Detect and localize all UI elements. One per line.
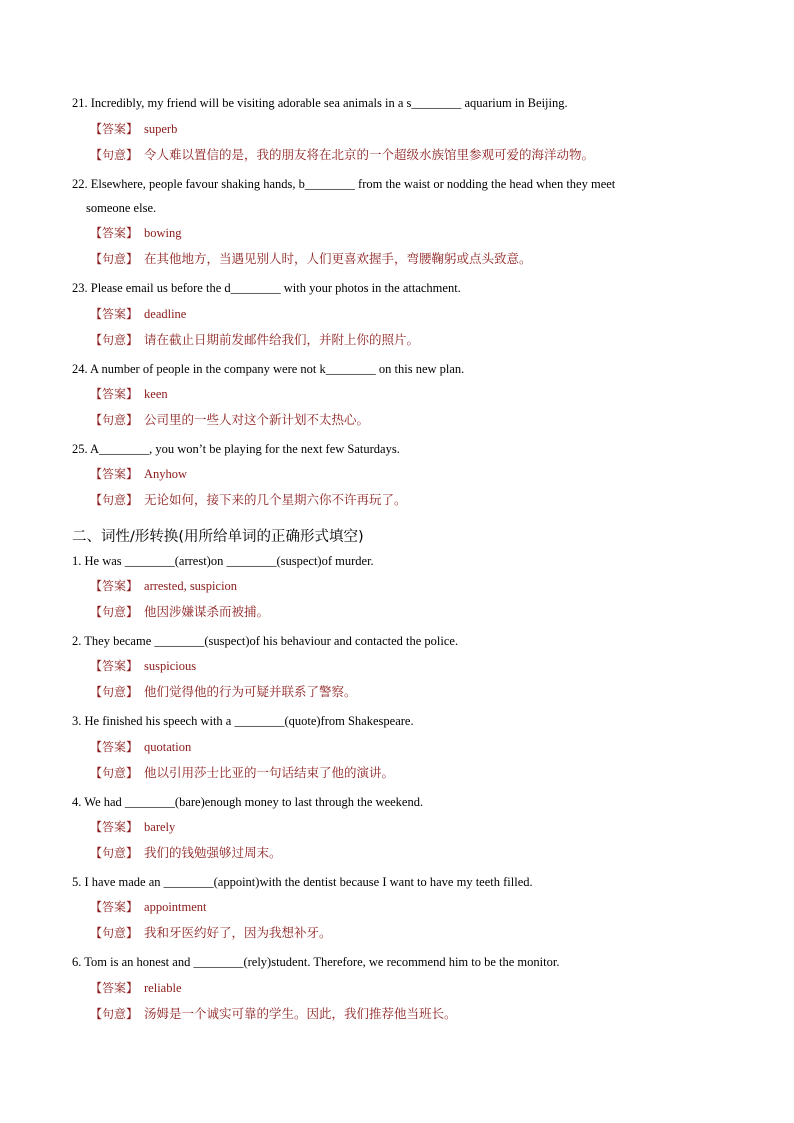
meaning-2-5 <box>90 925 332 941</box>
meaning-tag: 【句意】 <box>90 846 139 860</box>
answer-tag: 【答案】 <box>90 740 139 754</box>
answer-tag: 【答案】 <box>90 579 139 593</box>
question-2-1: 1. He was ________(arrest)on ________(suspect)of murder. <box>72 554 374 568</box>
answer-tag: 【答案】 <box>90 820 139 834</box>
meaning-value: 他们觉得他的行为可疑并联系了警察。 <box>144 684 357 699</box>
answer-tag: 【答案】 <box>90 981 139 995</box>
question-22-continued: someone else. <box>86 201 157 215</box>
meaning-value: 令人难以置信的是，我的朋友将在北京的一个超级水族馆里参观可爱的海洋动物。 <box>144 147 595 162</box>
answer-2-2 <box>90 658 196 674</box>
meaning-value: 汤姆是一个诚实可靠的学生。因此，我们推荐他当班长。 <box>144 1006 457 1021</box>
meaning-tag: 【句意】 <box>90 493 139 507</box>
answer-value: reliable <box>144 981 182 995</box>
meaning-tag: 【句意】 <box>90 148 139 162</box>
question-2-2: 2. They became ________(suspect)of his behaviour and contacted the police. <box>72 634 459 648</box>
meaning-2-2 <box>90 684 357 700</box>
section-title: 二、词性/形转换(用所给单词的正确形式填空) <box>72 529 364 545</box>
answer-tag: 【答案】 <box>90 900 139 914</box>
meaning-2-6 <box>90 1006 457 1022</box>
question-2-3: 3. He finished his speech with a ________(quote)from Shakespeare. <box>72 714 414 728</box>
answer-24 <box>90 386 168 402</box>
question-22: 22. Elsewhere, people favour shaking hands, b________ from the waist or nodding the head when they meet <box>72 177 616 191</box>
meaning-value: 我们的钱勉强够过周末。 <box>144 845 282 860</box>
question-2-4: 4. We had ________(bare)enough money to last through the weekend. <box>72 795 424 809</box>
meaning-2-1 <box>90 604 269 620</box>
meaning-value: 公司里的一些人对这个新计划不太热心。 <box>144 412 370 427</box>
meaning-2-4 <box>90 845 282 861</box>
answer-value: superb <box>144 122 178 136</box>
answer-value: arrested, suspicion <box>144 579 238 593</box>
meaning-21 <box>90 147 594 163</box>
meaning-tag: 【句意】 <box>90 413 139 427</box>
answer-tag: 【答案】 <box>90 307 139 321</box>
meaning-value: 他因涉嫌谋杀而被捕。 <box>144 604 270 619</box>
answer-2-4 <box>90 819 175 835</box>
meaning-2-3 <box>90 765 394 781</box>
question-21: 21. Incredibly, my friend will be visiting adorable sea animals in a s________ aquarium in Beijing. <box>72 96 568 110</box>
answer-tag: 【答案】 <box>90 467 139 481</box>
answer-value: barely <box>144 820 176 834</box>
answer-value: deadline <box>144 307 187 321</box>
answer-value: suspicious <box>144 659 197 673</box>
meaning-tag: 【句意】 <box>90 766 139 780</box>
question-2-6: 6. Tom is an honest and ________(rely)student. Therefore, we recommend him to be the monitor. <box>72 955 560 969</box>
meaning-24 <box>90 412 369 428</box>
meaning-25 <box>90 492 407 508</box>
answer-value: Anyhow <box>144 467 188 481</box>
answer-2-5 <box>90 899 207 915</box>
answer-tag: 【答案】 <box>90 387 139 401</box>
answer-tag: 【答案】 <box>90 226 139 240</box>
meaning-tag: 【句意】 <box>90 333 139 347</box>
meaning-tag: 【句意】 <box>90 605 139 619</box>
meaning-value: 我和牙医约好了，因为我想补牙。 <box>144 925 332 940</box>
meaning-tag: 【句意】 <box>90 926 139 940</box>
meaning-tag: 【句意】 <box>90 252 139 266</box>
meaning-tag: 【句意】 <box>90 1007 139 1021</box>
answer-2-6 <box>90 980 182 996</box>
answer-value: keen <box>144 387 168 401</box>
answer-value: quotation <box>144 740 192 754</box>
meaning-value: 请在截止日期前发邮件给我们，并附上你的照片。 <box>144 332 420 347</box>
answer-tag: 【答案】 <box>90 659 139 673</box>
answer-value: appointment <box>144 900 207 914</box>
answer-2-1 <box>90 578 237 594</box>
question-23: 23. Please email us before the d________ with your photos in the attachment. <box>72 281 461 295</box>
meaning-value: 在其他地方，当遇见别人时，人们更喜欢握手，弯腰鞠躬或点头致意。 <box>144 251 532 266</box>
question-2-5: 5. I have made an ________(appoint)with the dentist because I want to have my teeth filled. <box>72 875 533 889</box>
meaning-tag: 【句意】 <box>90 685 139 699</box>
answer-value: bowing <box>144 226 182 240</box>
question-25: 25. A________, you won’t be playing for the next few Saturdays. <box>72 442 400 456</box>
answer-21 <box>90 121 177 137</box>
meaning-value: 无论如何，接下来的几个星期六你不许再玩了。 <box>144 492 407 507</box>
answer-tag: 【答案】 <box>90 122 139 136</box>
question-24: 24. A number of people in the company were not k________ on this new plan. <box>72 362 465 376</box>
answer-25 <box>90 466 187 482</box>
meaning-23 <box>90 332 419 348</box>
answer-22 <box>90 225 182 241</box>
meaning-22 <box>90 251 532 267</box>
meaning-value: 他以引用莎士比亚的一句话结束了他的演讲。 <box>144 765 395 780</box>
answer-23 <box>90 306 186 322</box>
answer-2-3 <box>90 739 191 755</box>
